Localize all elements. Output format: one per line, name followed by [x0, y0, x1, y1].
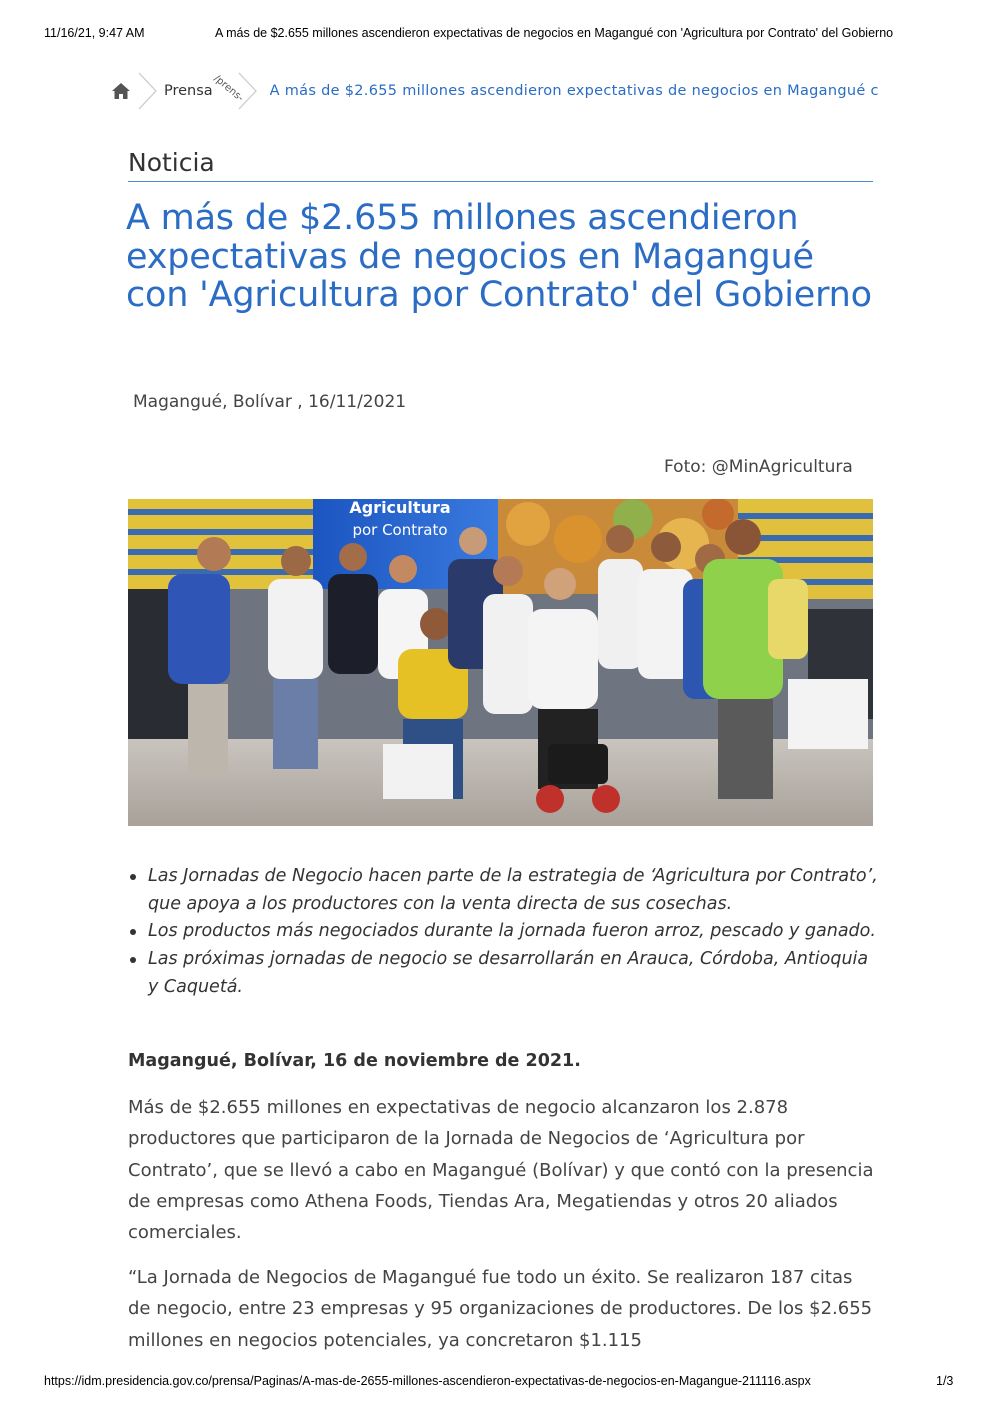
breadcrumb-item-current[interactable]: A más de $2.655 millones ascendieron expectativas de negocios en Magangué c [269, 83, 879, 99]
photo-banner-line1: Agricultura [349, 499, 451, 517]
article-paragraph: Más de $2.655 millones en expectativas de negocio alcanzaron los 2.878 productores que participaron de la Jornada de Negocios de ‘Agricultura por Contrato’, que se llevó a cabo en Magangué (Bolívar) y que contó con la presencia de empresas como Athena Foods, Tiendas Ara, Megatiendas y otros 20 aliados comerciales. [128, 1097, 874, 1244]
key-point-text: Los productos más negociados durante la jornada fueron arroz, pescado y ganado. [148, 921, 876, 942]
bullet-dot-icon [130, 957, 136, 963]
photo-banner-line2: por Contrato [352, 521, 448, 539]
breadcrumb-item-prensa[interactable]: Prensa [164, 83, 213, 99]
breadcrumb-fragment: /prens- [211, 72, 246, 104]
section-label: Noticia [128, 148, 215, 177]
key-point-item [128, 863, 878, 918]
print-page-title: A más de $2.655 millones ascendieron expectativas de negocios en Magangué con 'Agricultura por Contrato' del Gobierno [215, 26, 894, 40]
print-datetime: 11/16/21, 9:47 AM [44, 26, 145, 40]
article-place-date: Magangué, Bolívar , 16/11/2021 [133, 392, 407, 412]
key-point-text: Las próximas jornadas de negocio se desarrollarán en Arauca, Córdoba, Antioquia y Caquetá. [148, 949, 869, 997]
bullet-dot-icon [130, 874, 136, 880]
breadcrumb-separator-icon [136, 72, 158, 110]
print-footer [0, 1374, 1000, 1390]
article-dateline: Magangué, Bolívar, 16 de noviembre de 2021. [128, 1051, 581, 1071]
section-divider [128, 181, 873, 182]
print-url: https://idm.presidencia.gov.co/prensa/Paginas/A-mas-de-2655-millones-ascendieron-expectativas-de-negocios-en-Magangue-211116.aspx [44, 1374, 811, 1388]
key-point-text: Las Jornadas de Negocio hacen parte de la estrategia de ‘Agricultura por Contrato’, que apoya a los productores con la venta directa de sus cosechas. [148, 866, 878, 914]
article-paragraph: “La Jornada de Negocios de Magangué fue todo un éxito. Se realizaron 187 citas de negocio, entre 23 empresas y 95 organizaciones de productores. De los $2.655 millones en negocios potenciales, ya concretaron $1.115 [128, 1267, 873, 1351]
key-points-list [128, 863, 878, 1002]
bullet-dot-icon [130, 929, 136, 935]
photo-credit: Foto: @MinAgricultura [664, 457, 853, 477]
home-icon[interactable] [110, 80, 132, 102]
article-title: A más de $2.655 millones ascendieron expectativas de negocios en Magangué con 'Agricultura por Contrato' del Gobierno [126, 198, 872, 315]
key-point-item [128, 946, 878, 1001]
print-page-number: 1/3 [936, 1374, 954, 1388]
article-photo [128, 499, 873, 826]
print-header [0, 26, 1000, 42]
key-point-item [128, 918, 878, 946]
breadcrumb [108, 72, 898, 110]
